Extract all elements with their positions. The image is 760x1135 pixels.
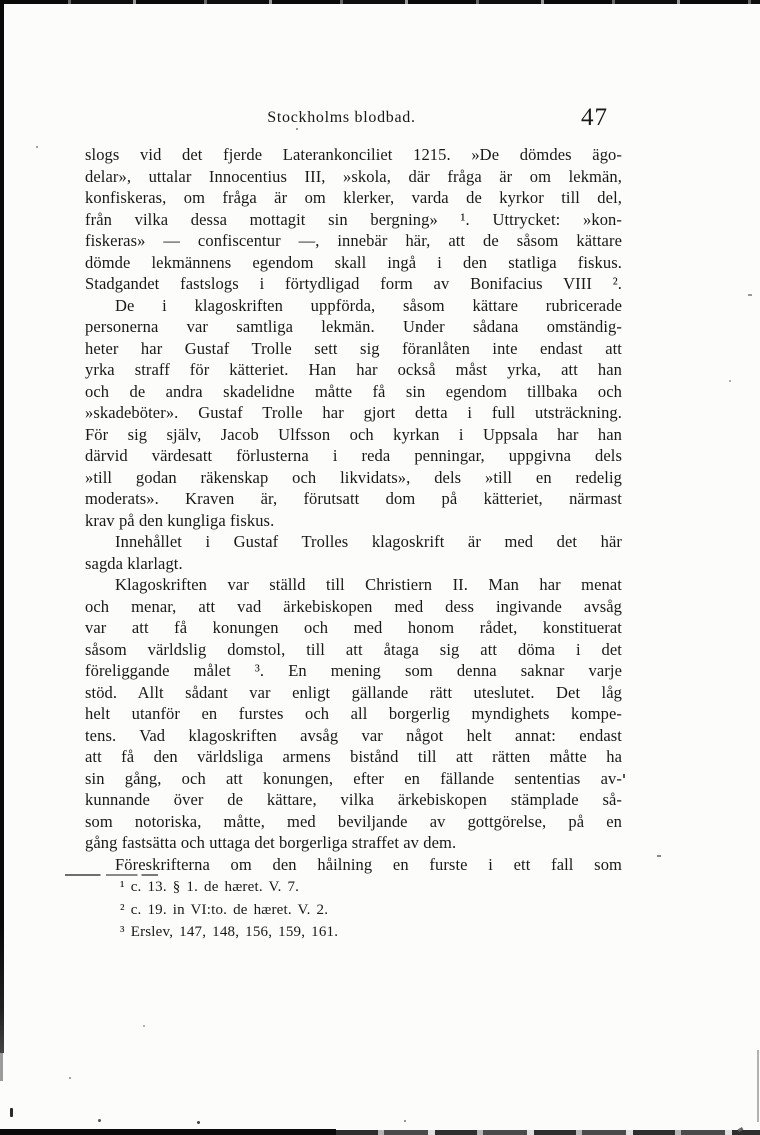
text-line: För sig själv, Jacob Ulfsson och kyrkan i Uppsala har han [85,424,622,444]
text-line: stöd. Allt sådant var enligt gällande rätt uteslutet. Det låg [85,682,622,702]
text-line: sin gång, och att konungen, efter en fällande sententias av- [85,768,622,788]
text-line: »till godan räkenskap och likvidats», dels »till en redelig [85,467,622,487]
text-line: Innehållet i Gustaf Trolles klagoskrift är med det här [115,532,622,551]
footnote-text: Erslev, 147, 148, 156, 159, 161. [130,924,339,940]
scan-edge-right [757,1050,759,1122]
text-line: delar», uttalar Innocentius III, »skola, där fråga är om lekmän, [85,166,622,186]
scan-edge-top [0,0,760,4]
text-line: moderats». Kraven är, förutsatt dom på kätteriet, närmast [85,489,622,508]
page-number: 47 [581,104,608,131]
text-line: var att få konungen och med honom rådet, konstituerat [85,618,622,637]
body-text [85,144,622,875]
text-line: slogs vid det fjerde Laterankonciliet 1215. »De dömdes ägo- [85,145,622,164]
text-line: konfiskeras, om fråga är om klerker, varda de kyrkor till del, [85,188,622,207]
text-line: personerna var samtliga lekmän. Under sådana omständig- [85,317,622,336]
text-line: yrka straff för kätteriet. Han har också måst yrka, att han [85,360,622,379]
scan-speck [729,380,731,382]
running-title: Stockholms blodbad. [267,109,416,126]
text-line: De i klagoskriften uppförda, såsom kättare rubricerade [115,295,622,315]
text-line: Föreskrifterna om den håilning en furste i ett fall som [115,854,622,874]
text-line: föreliggande målet ³. En mening som denna saknar varje [85,661,622,680]
text-line: och de andra skadelidne måtte få sin egendom tillbaka och [85,381,622,401]
text-line: helt utanför en furstes och all borgerlig myndighets kompe- [85,704,622,723]
footnote-text: c. 13. § 1. de hæret. V. 7. [130,879,300,895]
text-line: heter har Gustaf Trolle sett sig föranlåten inte endast att [85,338,622,358]
text-line: kunnande över de kättare, vilka ärkebiskopen stämplade så- [85,790,622,809]
footnote-text: c. 19. in VI:to. de hæret. V. 2. [130,901,329,918]
text-line: krav på den kungliga fiskus. [85,510,275,530]
text-line: sagda klarlagt. [85,553,183,573]
text-line: från vilka dessa mottagit sin bergning» ¹. Uttrycket: »kon- [85,209,622,229]
scan-edge-left [0,0,4,1053]
text-line: Klagoskriften var ställd till Christiern II. Man har menat [115,575,622,594]
scan-speck [404,1120,406,1122]
text-line: gång fastsätta och uttaga det borgerliga straffet av dem. [85,833,457,852]
footnote [120,899,338,922]
footnote-marker: ¹ [120,879,125,895]
text-line: tens. Vad klagoskriften avsåg var något helt annat: endast [85,725,622,745]
text-line: därvid värdesatt förlusterna i reda penningar, uppgivna dels [85,446,622,465]
scan-speck [657,855,661,857]
text-line: och menar, att vad ärkebiskopen med dess ingivande avsåg [85,596,622,616]
scan-speck [623,774,625,778]
text-line: som notoriska, måtte, med beviljande av gottgörelse, på en [85,811,622,831]
footnote [120,876,338,899]
scan-speck [748,294,752,296]
text-line: Stadgandet fastslogs i förtydligad form av Bonifacius VIII ². [85,274,622,293]
scan-edge-bottom-dash [336,1130,760,1135]
scan-speck [143,1025,145,1027]
scan-edge-bottom [0,1129,336,1135]
text-line: såsom världslig domstol, till att åtaga sig att döma i det [85,639,622,659]
scan-speck [36,146,38,148]
scan-speck [10,1108,13,1117]
running-header [85,104,622,134]
footnote [120,921,338,944]
footnotes [120,876,338,944]
scan-speck [98,1119,101,1122]
scan-speck [69,1077,71,1079]
scan-edge-left-lower [0,1053,3,1081]
footnote-marker: ³ [120,924,125,940]
text-line: dömde lekmännens egendom skall ingå i den statliga fiskus. [85,252,622,272]
text-line: fiskeras» — confiscentur —, innebär här, att de såsom kättare [85,231,622,250]
footnote-marker: ² [120,901,125,918]
text-line: »skadeböter». Gustaf Trolle har gjort detta i full utsträckning. [85,403,622,422]
text-line: att få den världsliga armens bistånd till att rätten måtte ha [85,747,622,766]
scan-speck [197,1121,200,1124]
